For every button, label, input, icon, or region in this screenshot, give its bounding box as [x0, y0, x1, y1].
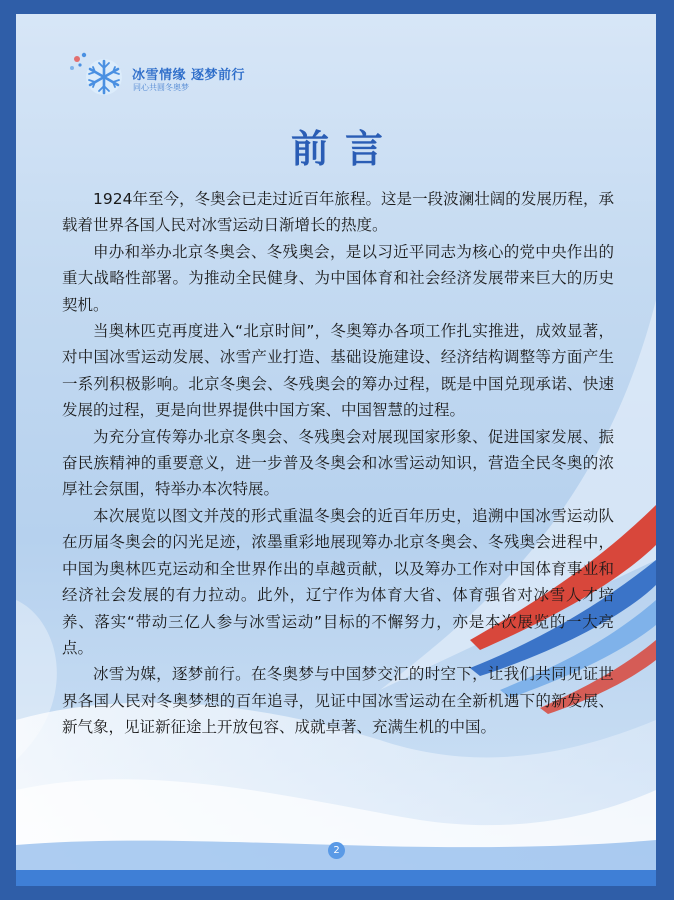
paragraph: 1924年至今，冬奥会已走过近百年旅程。这是一段波澜壮阔的发展历程，承载着世界各国人民对冰雪运动日渐增长的热度。 — [62, 190, 614, 235]
paragraph: 申办和举办北京冬奥会、冬残奥会，是以习近平同志为核心的党中央作出的重大战略性部署。为推动全民健身、为中国体育和社会经济发展带来巨大的历史契机。 — [62, 242, 614, 314]
paragraph: 冰雪为媒，逐梦前行。在冬奥梦与中国梦交汇的时空下，让我们共同见证世界各国人民对冬奥梦想的百年追寻，见证中国冰雪运动在全新机遇下的新发展、新气象，见证新征途上开放包容、成就卓著、充满生机的中国。 — [62, 665, 614, 737]
logo-subtitle: 同心共圆冬奥梦 — [133, 83, 189, 92]
page-number: 2 — [328, 842, 345, 859]
paragraph: 当奥林匹克再度进入“北京时间”，冬奥筹办各项工作扎实推进，成效显著，对中国冰雪运动发展、冰雪产业打造、基础设施建设、经济结构调整等方面产生一系列积极影响。北京冬奥会、冬残奥会的筹办过程，既是中国兑现承诺、快速发展的过程，更是向世界提供中国方案、中国智慧的过程。 — [62, 322, 614, 420]
logo-title: 冰雪情缘 逐梦前行 — [132, 68, 246, 83]
paragraph: 为充分宣传筹办北京冬奥会、冬残奥会对展现国家形象、促进国家发展、振奋民族精神的重要意义，进一步普及冬奥会和冰雪运动知识，营造全民冬奥的浓厚社会氛围，特举办本次特展。 — [62, 427, 614, 499]
paragraph: 本次展览以图文并茂的形式重温冬奥会的近百年历史，追溯中国冰雪运动队在历届冬奥会的闪光足迹，浓墨重彩地展现筹办北京冬奥会、冬残奥会进程中，中国为奥林匹克运动和全世界作出的卓越贡献，以及筹办工作对中国体育事业和经济社会发展的有力拉动。此外，辽宁作为体育大省、体育强省对冰雪人才培养、落实“带动三亿人参与冰雪运动”目标的不懈努力，亦是本次展览的一大亮点。 — [62, 506, 614, 657]
body-text — [62, 186, 614, 741]
page-title: 前言 — [290, 127, 399, 171]
snowflake-icon — [70, 53, 122, 95]
